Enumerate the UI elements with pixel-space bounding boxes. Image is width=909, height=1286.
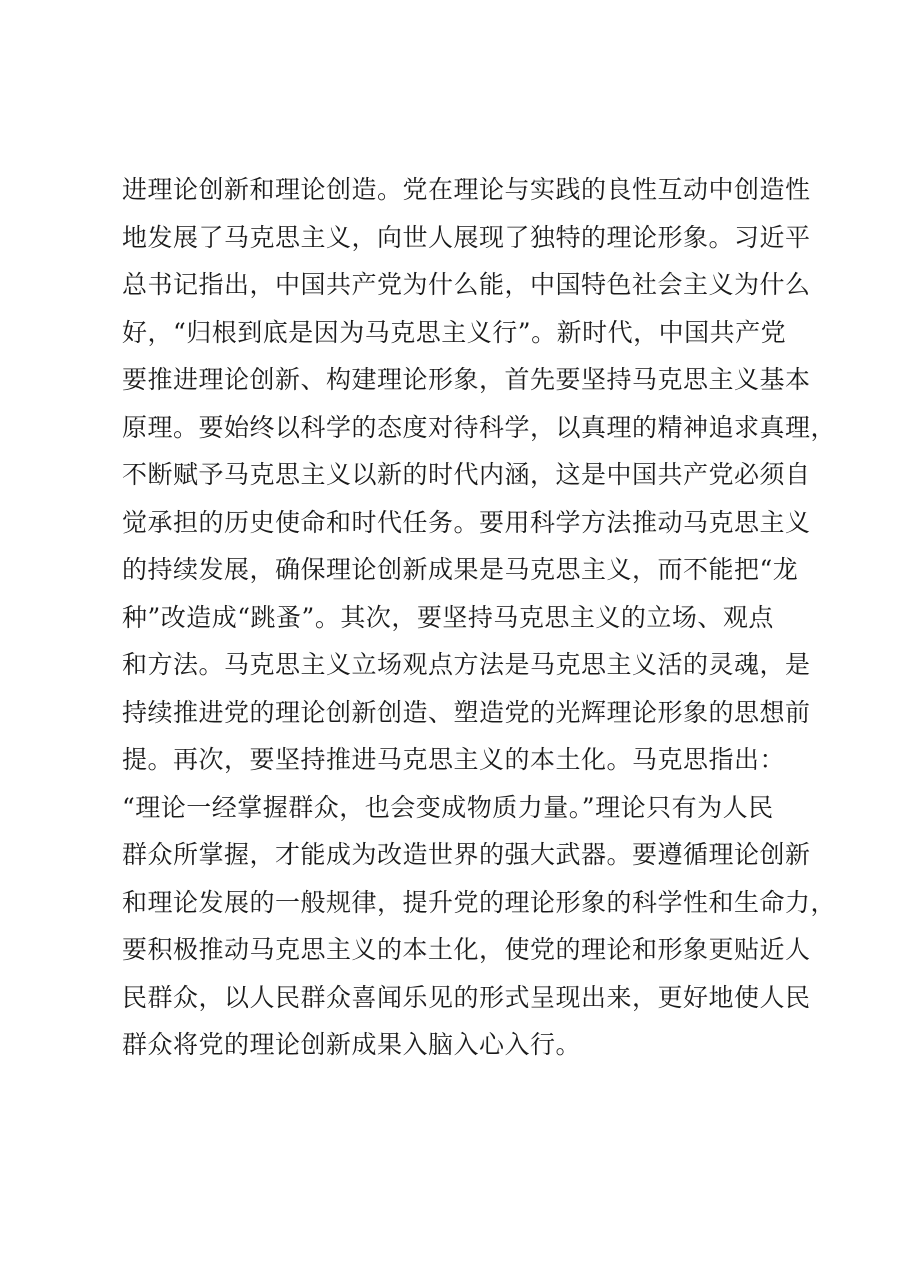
text-line: 总书记指出，中国共产党为什么能，中国特色社会主义为什么 <box>122 270 811 299</box>
text-line: 种”改造成“跳蚤”。其次，要坚持马克思主义的立场、观点 <box>122 602 774 632</box>
text-line: 群众将党的理论创新成果入脑入心入行。 <box>122 1030 582 1059</box>
text-line: 民群众，以人民群众喜闻乐见的形式呈现出来，更好地使人民 <box>122 982 811 1012</box>
text-line: 群众所掌握，才能成为改造世界的强大武器。要遵循理论创新 <box>122 840 811 869</box>
text-line: “理论一经掌握群众，也会变成物质力量。”理论只有为人民 <box>122 792 774 822</box>
text-line: 好，“归根到底是因为马克思主义行”。新时代，中国共产党 <box>122 317 787 347</box>
text-line: 的持续发展，确保理论创新成果是马克思主义，而不能把“龙 <box>122 555 799 584</box>
text-line: 地发展了马克思主义，向世人展现了独特的理论形象。习近平 <box>122 222 811 252</box>
text-line: 提。再次，要坚持推进马克思主义的本土化。马克思指出： <box>122 745 786 774</box>
text-line: 要推进理论创新、构建理论形象，首先要坚持马克思主义基本 <box>122 365 811 394</box>
text-line: 和方法。马克思主义立场观点方法是马克思主义活的灵魂，是 <box>122 650 811 679</box>
text-line: 持续推进党的理论创新创造、塑造党的光辉理论形象的思想前 <box>122 697 811 727</box>
paragraph <box>122 166 837 1069</box>
text-line: 觉承担的历史使命和时代任务。要用科学方法推动马克思主义 <box>122 507 811 537</box>
text-line: 原理。要始终以科学的态度对待科学，以真理的精神追求真理， <box>122 412 837 442</box>
text-line: 不断赋予马克思主义以新的时代内涵，这是中国共产党必须自 <box>122 460 811 489</box>
text-line: 和理论发展的一般规律，提升党的理论形象的科学性和生命力， <box>122 887 837 917</box>
text-line: 要积极推动马克思主义的本土化，使党的理论和形象更贴近人 <box>122 935 811 964</box>
text-line: 进理论创新和理论创造。党在理论与实践的良性互动中创造性 <box>122 175 811 204</box>
